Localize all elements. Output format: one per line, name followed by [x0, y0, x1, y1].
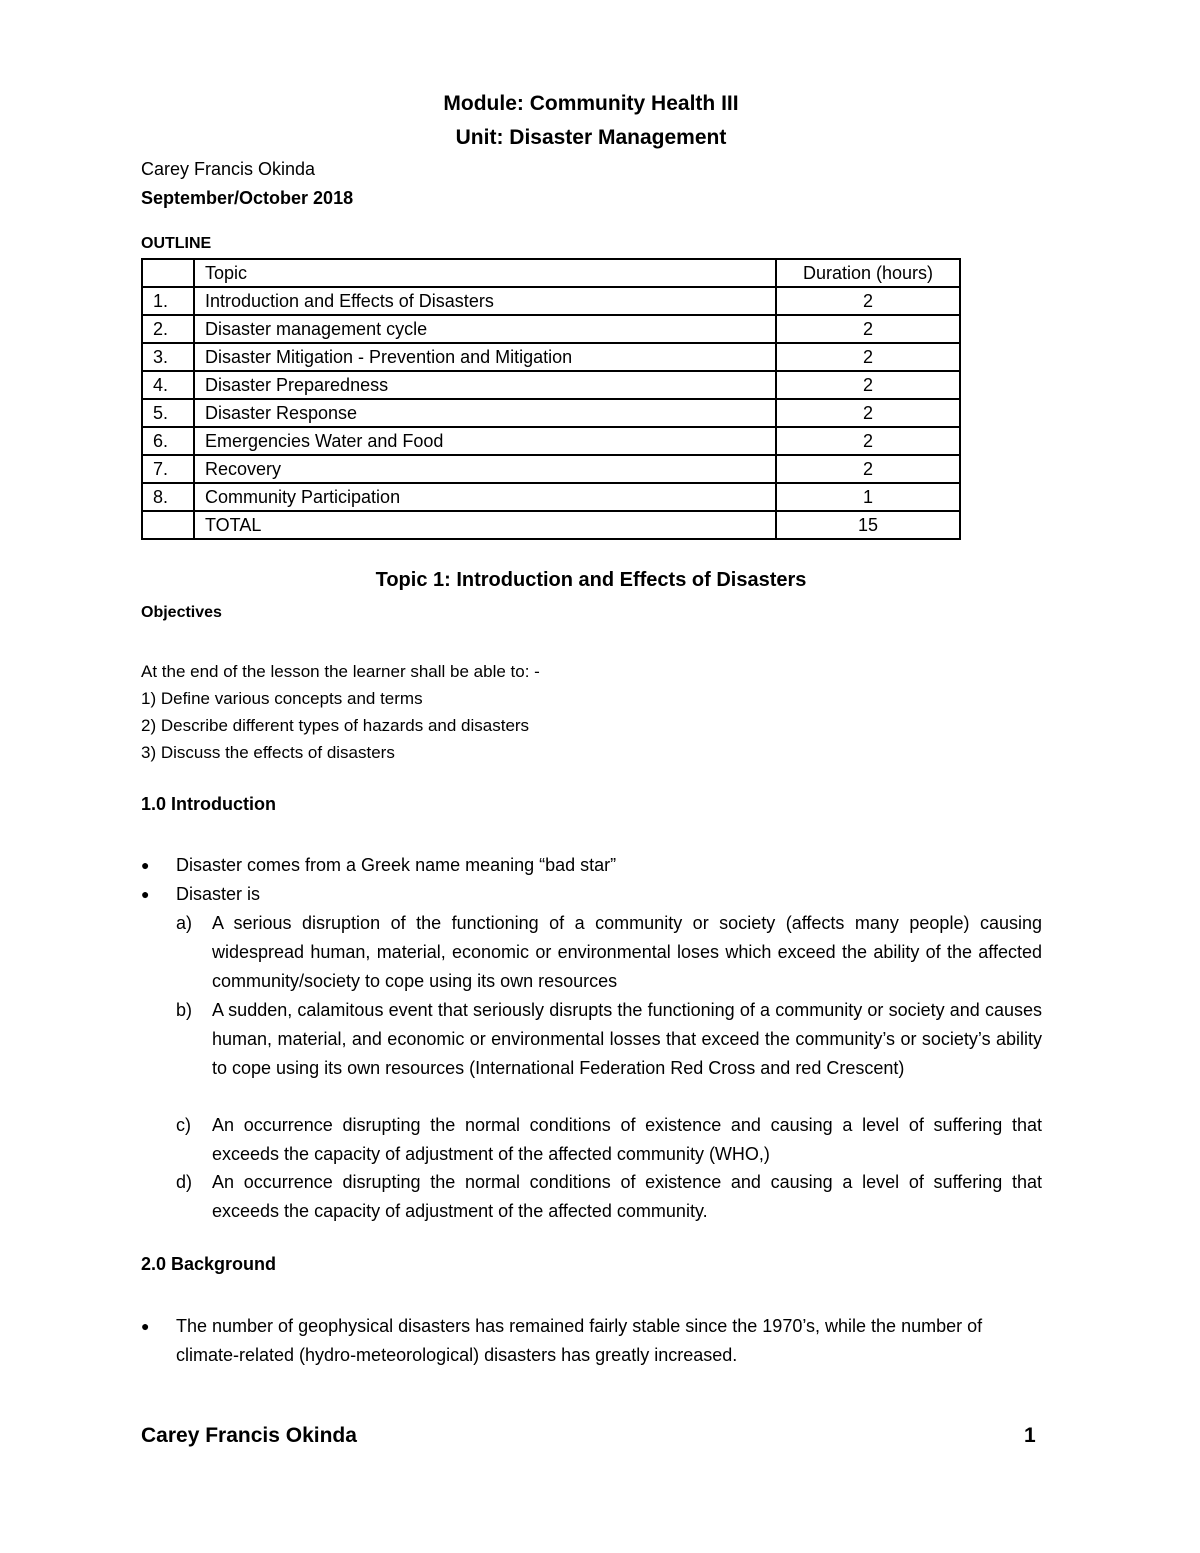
- objective-item: 2) Describe different types of hazards and disasters: [141, 716, 530, 735]
- module-title: Module: Community Health III: [443, 92, 739, 115]
- outline-table: [141, 258, 961, 540]
- row-topic: TOTAL: [194, 511, 776, 539]
- objective-item: 3) Discuss the effects of disasters: [141, 743, 395, 762]
- table-row: [142, 399, 960, 427]
- row-number: 7.: [142, 455, 194, 483]
- row-hours: 2: [776, 343, 960, 371]
- row-number: 1.: [142, 287, 194, 315]
- footer-author: Carey Francis Okinda: [141, 1424, 357, 1447]
- table-row: [142, 371, 960, 399]
- author: Carey Francis Okinda: [141, 159, 316, 179]
- row-hours: 2: [776, 287, 960, 315]
- row-topic: Recovery: [194, 455, 776, 483]
- definition-text: An occurrence disrupting the normal conditions of existence and causing a level of suffering that exceeds the capacity of adjustment of the affected community.: [212, 1172, 1042, 1221]
- objectives-intro: At the end of the lesson the learner shall be able to: -: [141, 662, 540, 681]
- row-topic: Emergencies Water and Food: [194, 427, 776, 455]
- row-hours: 2: [776, 371, 960, 399]
- row-topic: Disaster management cycle: [194, 315, 776, 343]
- row-number: 4.: [142, 371, 194, 399]
- row-hours: 15: [776, 511, 960, 539]
- objectives-label: Objectives: [141, 604, 222, 621]
- row-number: 3.: [142, 343, 194, 371]
- row-number: [142, 511, 194, 539]
- row-hours: 2: [776, 315, 960, 343]
- outline-label: OUTLINE: [141, 235, 212, 252]
- row-hours: 2: [776, 427, 960, 455]
- table-row: [142, 343, 960, 371]
- row-topic: Disaster Response: [194, 399, 776, 427]
- definition-label: a): [176, 913, 193, 933]
- row-number: 2.: [142, 315, 194, 343]
- definition-text: A serious disruption of the functioning of a community or society (affects many people) causing widespread human, material, economic or environmental loses which exceed the ability of the affected community/society to cope using its own resources: [212, 913, 1042, 991]
- definition-text: An occurrence disrupting the normal conditions of existence and causing a level of suffering that exceeds the capacity of adjustment of the affected community (WHO,): [212, 1115, 1042, 1164]
- header-cell: [142, 259, 194, 287]
- objective-item: 1) Define various concepts and terms: [141, 689, 423, 708]
- bullet-icon: ●: [141, 886, 150, 902]
- table-row: [142, 287, 960, 315]
- row-hours: 2: [776, 455, 960, 483]
- definition-text: A sudden, calamitous event that seriously disrupts the functioning of a community or society and causes human, material, and economic or environmental losses that exceed the community’s or society’s ability to cope using its own resources (International Federation Red Cross and red Crescent): [212, 1000, 1042, 1078]
- table-row: [142, 455, 960, 483]
- date: September/October 2018: [141, 188, 354, 208]
- row-number: 6.: [142, 427, 194, 455]
- table-header-row: [142, 259, 960, 287]
- row-hours: 2: [776, 399, 960, 427]
- table-row: [142, 427, 960, 455]
- row-number: 5.: [142, 399, 194, 427]
- section2-heading: 2.0 Background: [141, 1254, 277, 1274]
- topic1-heading: Topic 1: Introduction and Effects of Disasters: [375, 569, 807, 591]
- page-number: 1: [1024, 1424, 1036, 1447]
- header-cell: Duration (hours): [776, 259, 960, 287]
- definition-label: c): [176, 1115, 191, 1135]
- bullet-text: Disaster is: [176, 884, 261, 904]
- row-topic: Introduction and Effects of Disasters: [194, 287, 776, 315]
- definition-label: d): [176, 1172, 193, 1192]
- row-topic: Community Participation: [194, 483, 776, 511]
- bullet-text: The number of geophysical disasters has remained fairly stable since the 1970’s, while the number of climate-related (hydro-meteorological) disasters has greatly increased.: [176, 1316, 983, 1365]
- table-total-row: [142, 511, 960, 539]
- row-topic: Disaster Preparedness: [194, 371, 776, 399]
- bullet-text: Disaster comes from a Greek name meaning “bad star”: [176, 855, 617, 875]
- bullet-icon: ●: [141, 1318, 150, 1334]
- bullet-icon: ●: [141, 857, 150, 873]
- definition-label: b): [176, 1000, 193, 1020]
- objectives-block: [141, 658, 540, 766]
- section1-heading: 1.0 Introduction: [141, 794, 276, 814]
- row-hours: 1: [776, 483, 960, 511]
- table-row: [142, 315, 960, 343]
- table-row: [142, 483, 960, 511]
- unit-title: Unit: Disaster Management: [455, 126, 727, 149]
- row-number: 8.: [142, 483, 194, 511]
- header-cell: Topic: [194, 259, 776, 287]
- row-topic: Disaster Mitigation - Prevention and Mitigation: [194, 343, 776, 371]
